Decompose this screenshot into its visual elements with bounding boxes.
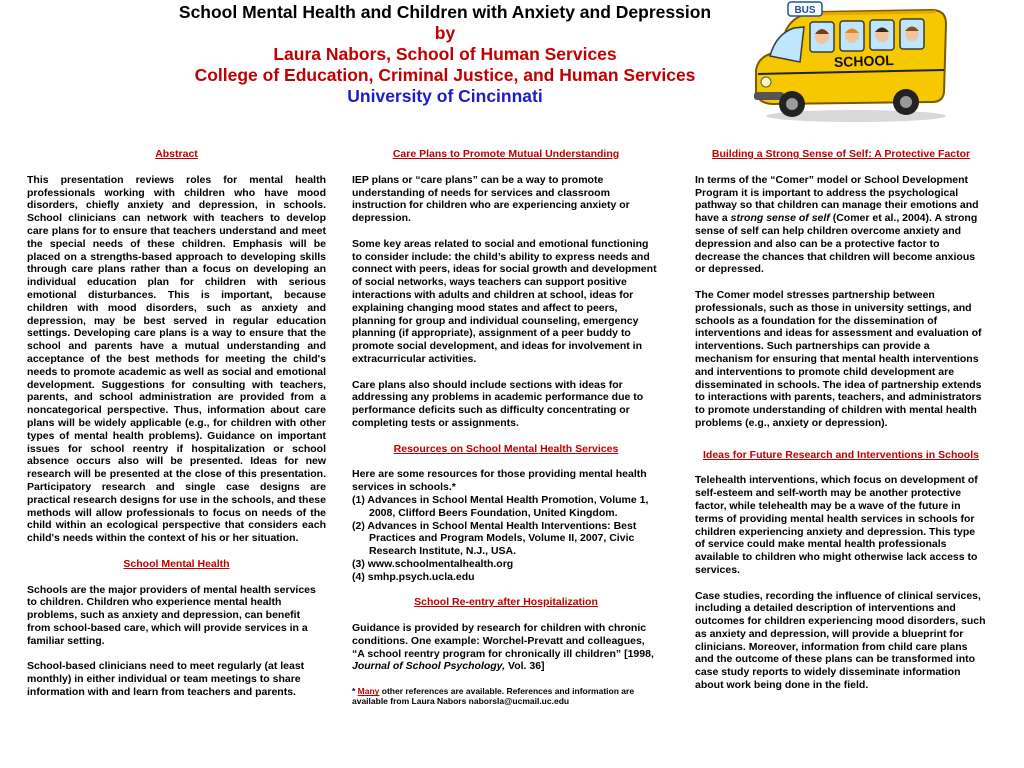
care-paragraph-1: IEP plans or “care plans” can be a way to promote understanding of needs for services and classroom instruction for children who are experiencing anxiety or depression.: [352, 173, 630, 225]
reentry-text: Guidance is provided by research for children with chronic conditions. One example: Worchel-Prevatt and colleagues, “A school reentry program for chronically ill children” [1998,: [352, 622, 654, 660]
strong-p1-b: (Comer et al., 2004). A strong sense of self can help children overcome anxiety and depression and also can be a protective factor to decrease the chances that children will become anxious or depressed.: [695, 212, 978, 276]
column-right: [695, 148, 987, 705]
university-line: University of Cincinnati: [347, 86, 543, 106]
strong-p1-a: In terms of the “Comer” model or School Development Program it is important to address the psychological pathway so that children can manage their emotions and have a: [695, 173, 979, 225]
footnote-star: *: [352, 686, 358, 697]
bus-school-text: SCHOOL: [833, 51, 895, 71]
school-mental-health-heading: School Mental Health: [123, 557, 230, 570]
author-line: Laura Nabors, School of Human Services: [273, 44, 617, 64]
footnote-many: Many: [357, 686, 380, 697]
strong-p1-emphasis: strong sense of self: [730, 212, 830, 225]
resource-link[interactable]: (4) smhp.psych.ucla.edu: [352, 570, 475, 583]
smh-paragraph-2: School-based clinicians need to meet regularly (at least monthly) in either individual or team meetings to share information with and learn from teachers and parents.: [27, 660, 305, 698]
future-research-heading: Ideas for Future Research and Interventions in Schools: [703, 448, 979, 461]
bus-sign-text: BUS: [794, 5, 816, 16]
reentry-journal: Journal of School Psychology,: [352, 660, 506, 673]
strong-sense-heading: Building a Strong Sense of Self: A Protective Factor: [711, 148, 971, 160]
care-paragraph-2: Some key areas related to social and emotional functioning to consider include: the child’s ability to express needs and connect with peers, ideas for social growth and development of social networks, ways teachers can support positive interactions with adults and children at school, ideas for explaining changing mood states and affect to peers, planning for group and individual counseling, emergency planning (if appropriate), assignment of a peer buddy to promote social development, and ideas for involvement in extracurricular activities.: [352, 237, 657, 365]
column-middle: [352, 148, 660, 706]
column-left: [27, 148, 326, 711]
footnote-text: other references are available. References and information are available from Laura Nabors naborsla@ucmail.uc.edu: [352, 686, 635, 707]
school-bus-illustration: [746, 0, 956, 124]
college-line: College of Education, Criminal Justice, and Human Services: [194, 65, 696, 85]
resource-item: (1) Advances in School Mental Health Promotion, Volume 1, 2008, Clifford Beers Foundation, United Kingdom.: [352, 493, 649, 519]
strong-paragraph-1: [695, 174, 987, 276]
reentry-paragraph: [352, 622, 660, 673]
reentry-heading: School Re-entry after Hospitalization: [414, 596, 598, 609]
resources-intro: Here are some resources for those providing mental health services in schools.*: [352, 468, 647, 494]
care-paragraph-3: Care plans also should include sections with ideas for addressing any problems in academic performance due to performance deficits such as difficulty concentrating or completing tests or assignments.: [352, 378, 644, 429]
poster-header: [100, 2, 790, 107]
care-plans-heading: Care Plans to Promote Mutual Understanding: [392, 148, 620, 160]
resource-item: (2) Advances in School Mental Health Interventions: Best Practices and Program Models, Volume II, 2007, Civic Research Institute, N.J., USA.: [352, 519, 637, 558]
future-paragraph-2: Case studies, recording the influence of clinical services, including a detailed description of interventions and outcomes for children experiencing mood disorders, such as anxiety and depression, will provide a blueprint for clinicians. Moreover, information from child care plans and the outcome of these plans can be transformed into case study reports to widely disseminate information about work being done in the field.: [695, 589, 986, 692]
smh-paragraph-1: Schools are the major providers of mental health services to children. Children who experience mental health problems, such as anxiety and depression, can benefit from school-based care, which will provide services in a familiar setting.: [27, 583, 316, 647]
resources-heading: Resources on School Mental Health Services: [393, 442, 619, 455]
abstract-text: This presentation reviews roles for mental health professionals working with children who have mood disorders, chiefly anxiety and depression, in schools. School clinicians can network with teachers to develop care plans for to ensure that teachers understand and meet the special needs of these children. Emphasis will be placed on a strengths-based approach to developing skills through care plans rather than a focus on developing an individual education plan for children with serious emotional disturbances. This is important, because children with mood disorders, such as anxiety and depression, may be best served in regular education settings. Developing care plans is a way to ensure that the school and parents have a mutual understanding and acceptance of the best methods for meeting the child's needs to promote academic as well as social and emotional development. Suggestions for consulting with teachers, parents, and school administration are provided from a noncategorical perspective. Thus, information about care plans will be widely applicable (e.g., for children with other types of mental health problems). Guidance on important issues for school reentry if hospitalization or school absence occurs also will be presented. Ideas for new research will be presented at the close of this presentation. Participatory research and single case designs are practical research designs for use in the schools, and these methods will allow professionals to focus on needs of the child within an ecological perspective that considers each child's needs within the context of his or her situation.: [27, 173, 326, 545]
by-line: by: [434, 23, 456, 43]
strong-paragraph-2: The Comer model stresses partnership between professionals, such as those in university settings, and schools as a foundation for the dissemination of interventions and ideas for assessment and evaluation of interventions. Such partnerships can provide a mechanism for ensuring that mental health interventions and interventions to promote child development are disseminated in schools. The idea of partnership extends to interactions with parents, teachers, and administrators to promote understanding of children with mental health problems (e.g., anxiety or depression).: [695, 288, 982, 429]
abstract-heading: Abstract: [155, 148, 198, 160]
reentry-volume: Vol. 36]: [505, 660, 545, 673]
future-paragraph-1: Telehealth interventions, which focus on development of self-esteem and self-worth may be another protective factor, while telehealth may be a wave of the future in terms of providing mental health services in schools for children experiencing anxiety and depression. This type of service could make mental health professionals available to children who might otherwise lack access to services.: [695, 474, 978, 576]
resource-link[interactable]: (3) www.schoolmentalhealth.org: [352, 557, 514, 570]
poster-title: School Mental Health and Children with Anxiety and Depression: [178, 2, 712, 22]
footnote: [352, 686, 660, 706]
